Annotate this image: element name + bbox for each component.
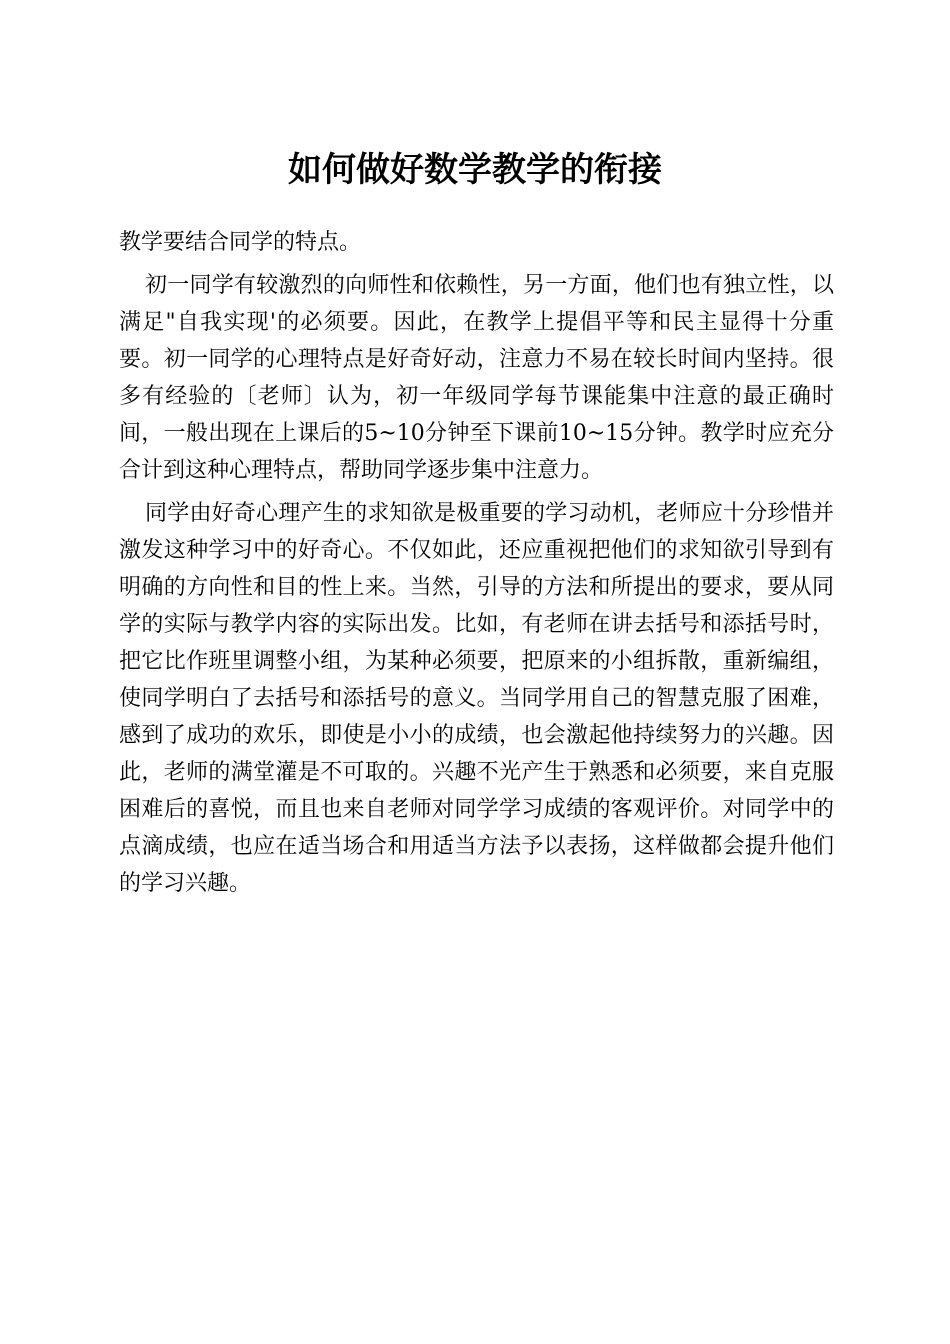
paragraph-motivation: 同学由好奇心理产生的求知欲是极重要的学习动机，老师应十分珍惜并激发这种学习中的好奇心。不仅如此，还应重视把他们的求知欲引导到有明确的方向性和目的性上来。当然，引导的方法和所提出的要求，要从同学的实际与教学内容的实际出发。比如，有老师在讲去括号和添括号时，把它比作班里调整小组，为某种必须要，把原来的小组拆散，重新编组，使同学明白了去括号和添括号的意义。当同学用自己的智慧克服了困难，感到了成功的欢乐，即使是小小的成绩，也会激起他持续努力的兴趣。因此，老师的满堂灌是不可取的。兴趣不光产生于熟悉和必须要，来自克服困难后的喜悦，而且也来自老师对同学学习成绩的客观评价。对同学中的点滴成绩，也应在适当场合和用适当方法予以表扬，这样做都会提升他们的学习兴趣。 [119, 501, 834, 896]
paragraph-psychology: 初一同学有较激烈的向师性和依赖性，另一方面，他们也有独立性，以满足"自我实现'的必须要。因此，在教学上提倡平等和民主显得十分重要。初一同学的心理特点是好奇好动，注意力不易在较长时间内坚持。很多有经验的〔老师〕认为，初一年级同学每节课能集中注意的最正确时间，一般出现在上课后的5~10分钟至下课前10~15分钟。教学时应充分合计到这种心理特点，帮助同学逐步集中注意力。 [119, 273, 834, 483]
document-title: 如何做好数学教学的衔接 [288, 150, 662, 190]
paragraph-intro: 教学要结合同学的特点。 [119, 230, 362, 255]
document-body [119, 224, 834, 908]
